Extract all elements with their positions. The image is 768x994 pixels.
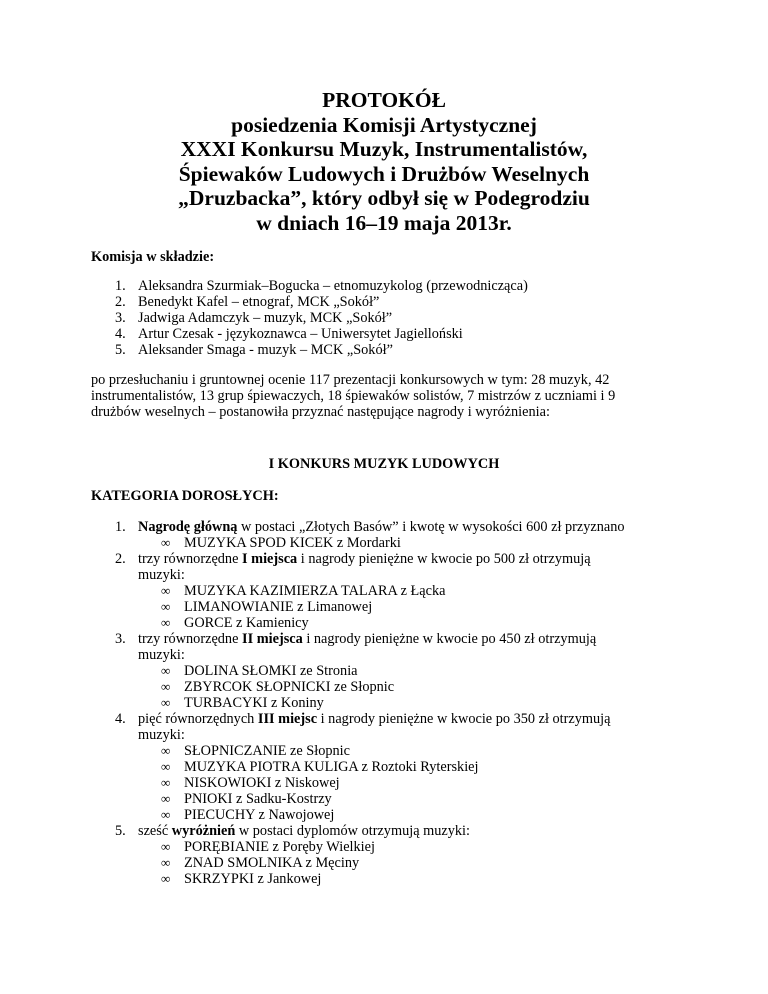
- award-emphasis: II miejsca: [242, 631, 303, 647]
- committee-member: Aleksander Smaga - muzyk – MCK „Sokół”: [138, 342, 393, 358]
- committee-heading: Komisja w składzie:: [91, 249, 215, 265]
- winner-item: PIECUCHY z Nawojowej: [184, 807, 335, 823]
- page-title: [0, 88, 768, 236]
- award-line-cont: muzyki:: [138, 647, 185, 663]
- award-text: i nagrody pieniężne w kwocie po 350 zł otrzymują: [317, 711, 611, 727]
- infinity-bullet-icon: ∞: [161, 679, 171, 694]
- award-text: pięć równorzędnych: [138, 711, 258, 727]
- title-line: w dniach 16–19 maja 2013r.: [256, 210, 512, 235]
- section-heading: I KONKURS MUZYK LUDOWYCH: [268, 456, 500, 472]
- winner-item: PORĘBIANIE z Poręby Wielkiej: [184, 839, 375, 855]
- list-number: 4.: [115, 326, 126, 342]
- winner-item: TURBACYKI z Koniny: [184, 695, 324, 711]
- list-number: 5.: [115, 342, 126, 358]
- committee-member: Artur Czesak - językoznawca – Uniwersytet Jagielloński: [138, 326, 463, 342]
- intro-line: po przesłuchaniu i gruntownej ocenie 117 prezentacji konkursowych w tym: 28 muzyk, 42: [91, 372, 610, 388]
- winner-item: NISKOWIOKI z Niskowej: [184, 775, 340, 791]
- award-text: trzy równorzędne: [138, 631, 243, 647]
- list-number: 1.: [115, 278, 126, 294]
- infinity-bullet-icon: ∞: [161, 583, 171, 598]
- infinity-bullet-icon: ∞: [161, 759, 171, 774]
- list-number: 5.: [115, 823, 126, 839]
- title-line: posiedzenia Komisji Artystycznej: [231, 112, 537, 137]
- committee-member: Jadwiga Adamczyk – muzyk, MCK „Sokół”: [138, 310, 393, 326]
- list-number: 2.: [115, 551, 126, 567]
- winner-item: ZBYRCOK SŁOPNICKI ze Słopnic: [184, 679, 395, 695]
- award-line-cont: muzyki:: [138, 567, 185, 583]
- award-text: i nagrody pieniężne w kwocie po 450 zł otrzymują: [302, 631, 597, 647]
- award-emphasis: Nagrodę główną: [138, 519, 238, 535]
- winner-item: MUZYKA SPOD KICEK z Mordarki: [184, 535, 401, 551]
- list-number: 3.: [115, 310, 126, 326]
- award-text: sześć: [138, 823, 172, 839]
- intro-line: drużbów weselnych – postanowiła przyznać następujące nagrody i wyróżnienia:: [91, 404, 550, 420]
- winner-item: LIMANOWIANIE z Limanowej: [184, 599, 373, 615]
- title-line: Śpiewaków Ludowych i Drużbów Weselnych: [178, 161, 590, 186]
- infinity-bullet-icon: ∞: [161, 871, 171, 886]
- infinity-bullet-icon: ∞: [161, 743, 171, 758]
- list-number: 4.: [115, 711, 126, 727]
- list-number: 1.: [115, 519, 126, 535]
- winner-item: ZNAD SMOLNIKA z Męciny: [184, 855, 360, 871]
- title-line: PROTOKÓŁ: [322, 88, 446, 112]
- award-line: [138, 631, 596, 647]
- infinity-bullet-icon: ∞: [161, 839, 171, 854]
- winner-item: DOLINA SŁOMKI ze Stronia: [184, 663, 358, 679]
- winner-item: SŁOPNICZANIE ze Słopnic: [184, 743, 350, 759]
- award-line: [138, 711, 610, 727]
- award-text: i nagrody pieniężne w kwocie po 500 zł otrzymują: [297, 551, 591, 567]
- award-line-cont: muzyki:: [138, 727, 185, 743]
- infinity-bullet-icon: ∞: [161, 807, 171, 822]
- list-number: 3.: [115, 631, 126, 647]
- title-line: XXXI Konkursu Muzyk, Instrumentalistów,: [180, 137, 588, 162]
- award-text: w postaci „Złotych Basów” i kwotę w wysokości 600 zł przyznano: [237, 519, 625, 535]
- infinity-bullet-icon: ∞: [161, 599, 171, 614]
- winner-item: MUZYKA KAZIMIERZA TALARA z Łącka: [184, 583, 446, 599]
- intro-line: instrumentalistów, 13 grup śpiewaczych, 18 śpiewaków solistów, 7 mistrzów z uczniami i 9: [91, 388, 616, 404]
- winner-item: GORCE z Kamienicy: [184, 615, 309, 631]
- committee-member: Aleksandra Szurmiak–Bogucka – etnomuzykolog (przewodnicząca): [138, 278, 528, 294]
- infinity-bullet-icon: ∞: [161, 791, 171, 806]
- award-line: [138, 823, 470, 839]
- award-emphasis: wyróżnień: [171, 823, 236, 839]
- winner-item: MUZYKA PIOTRA KULIGA z Roztoki Ryterskiej: [184, 759, 479, 775]
- award-text: trzy równorzędne: [138, 551, 243, 567]
- infinity-bullet-icon: ∞: [161, 775, 171, 790]
- award-emphasis: I miejsca: [242, 551, 298, 567]
- infinity-bullet-icon: ∞: [161, 695, 171, 710]
- title-line: „Druzbacka”, który odbył się w Podegrodziu: [178, 186, 590, 211]
- award-text: w postaci dyplomów otrzymują muzyki:: [235, 823, 470, 839]
- award-line: [138, 551, 591, 567]
- winner-item: PNIOKI z Sadku-Kostrzy: [184, 791, 332, 807]
- list-number: 2.: [115, 294, 126, 310]
- winner-item: SKRZYPKI z Jankowej: [184, 871, 322, 887]
- infinity-bullet-icon: ∞: [161, 663, 171, 678]
- committee-member: Benedykt Kafel – etnograf, MCK „Sokół”: [138, 294, 380, 310]
- infinity-bullet-icon: ∞: [161, 615, 171, 630]
- category-heading: KATEGORIA DOROSŁYCH:: [91, 488, 279, 504]
- award-emphasis: III miejsc: [257, 711, 318, 727]
- infinity-bullet-icon: ∞: [161, 855, 171, 870]
- award-line: [138, 519, 625, 535]
- infinity-bullet-icon: ∞: [161, 535, 171, 550]
